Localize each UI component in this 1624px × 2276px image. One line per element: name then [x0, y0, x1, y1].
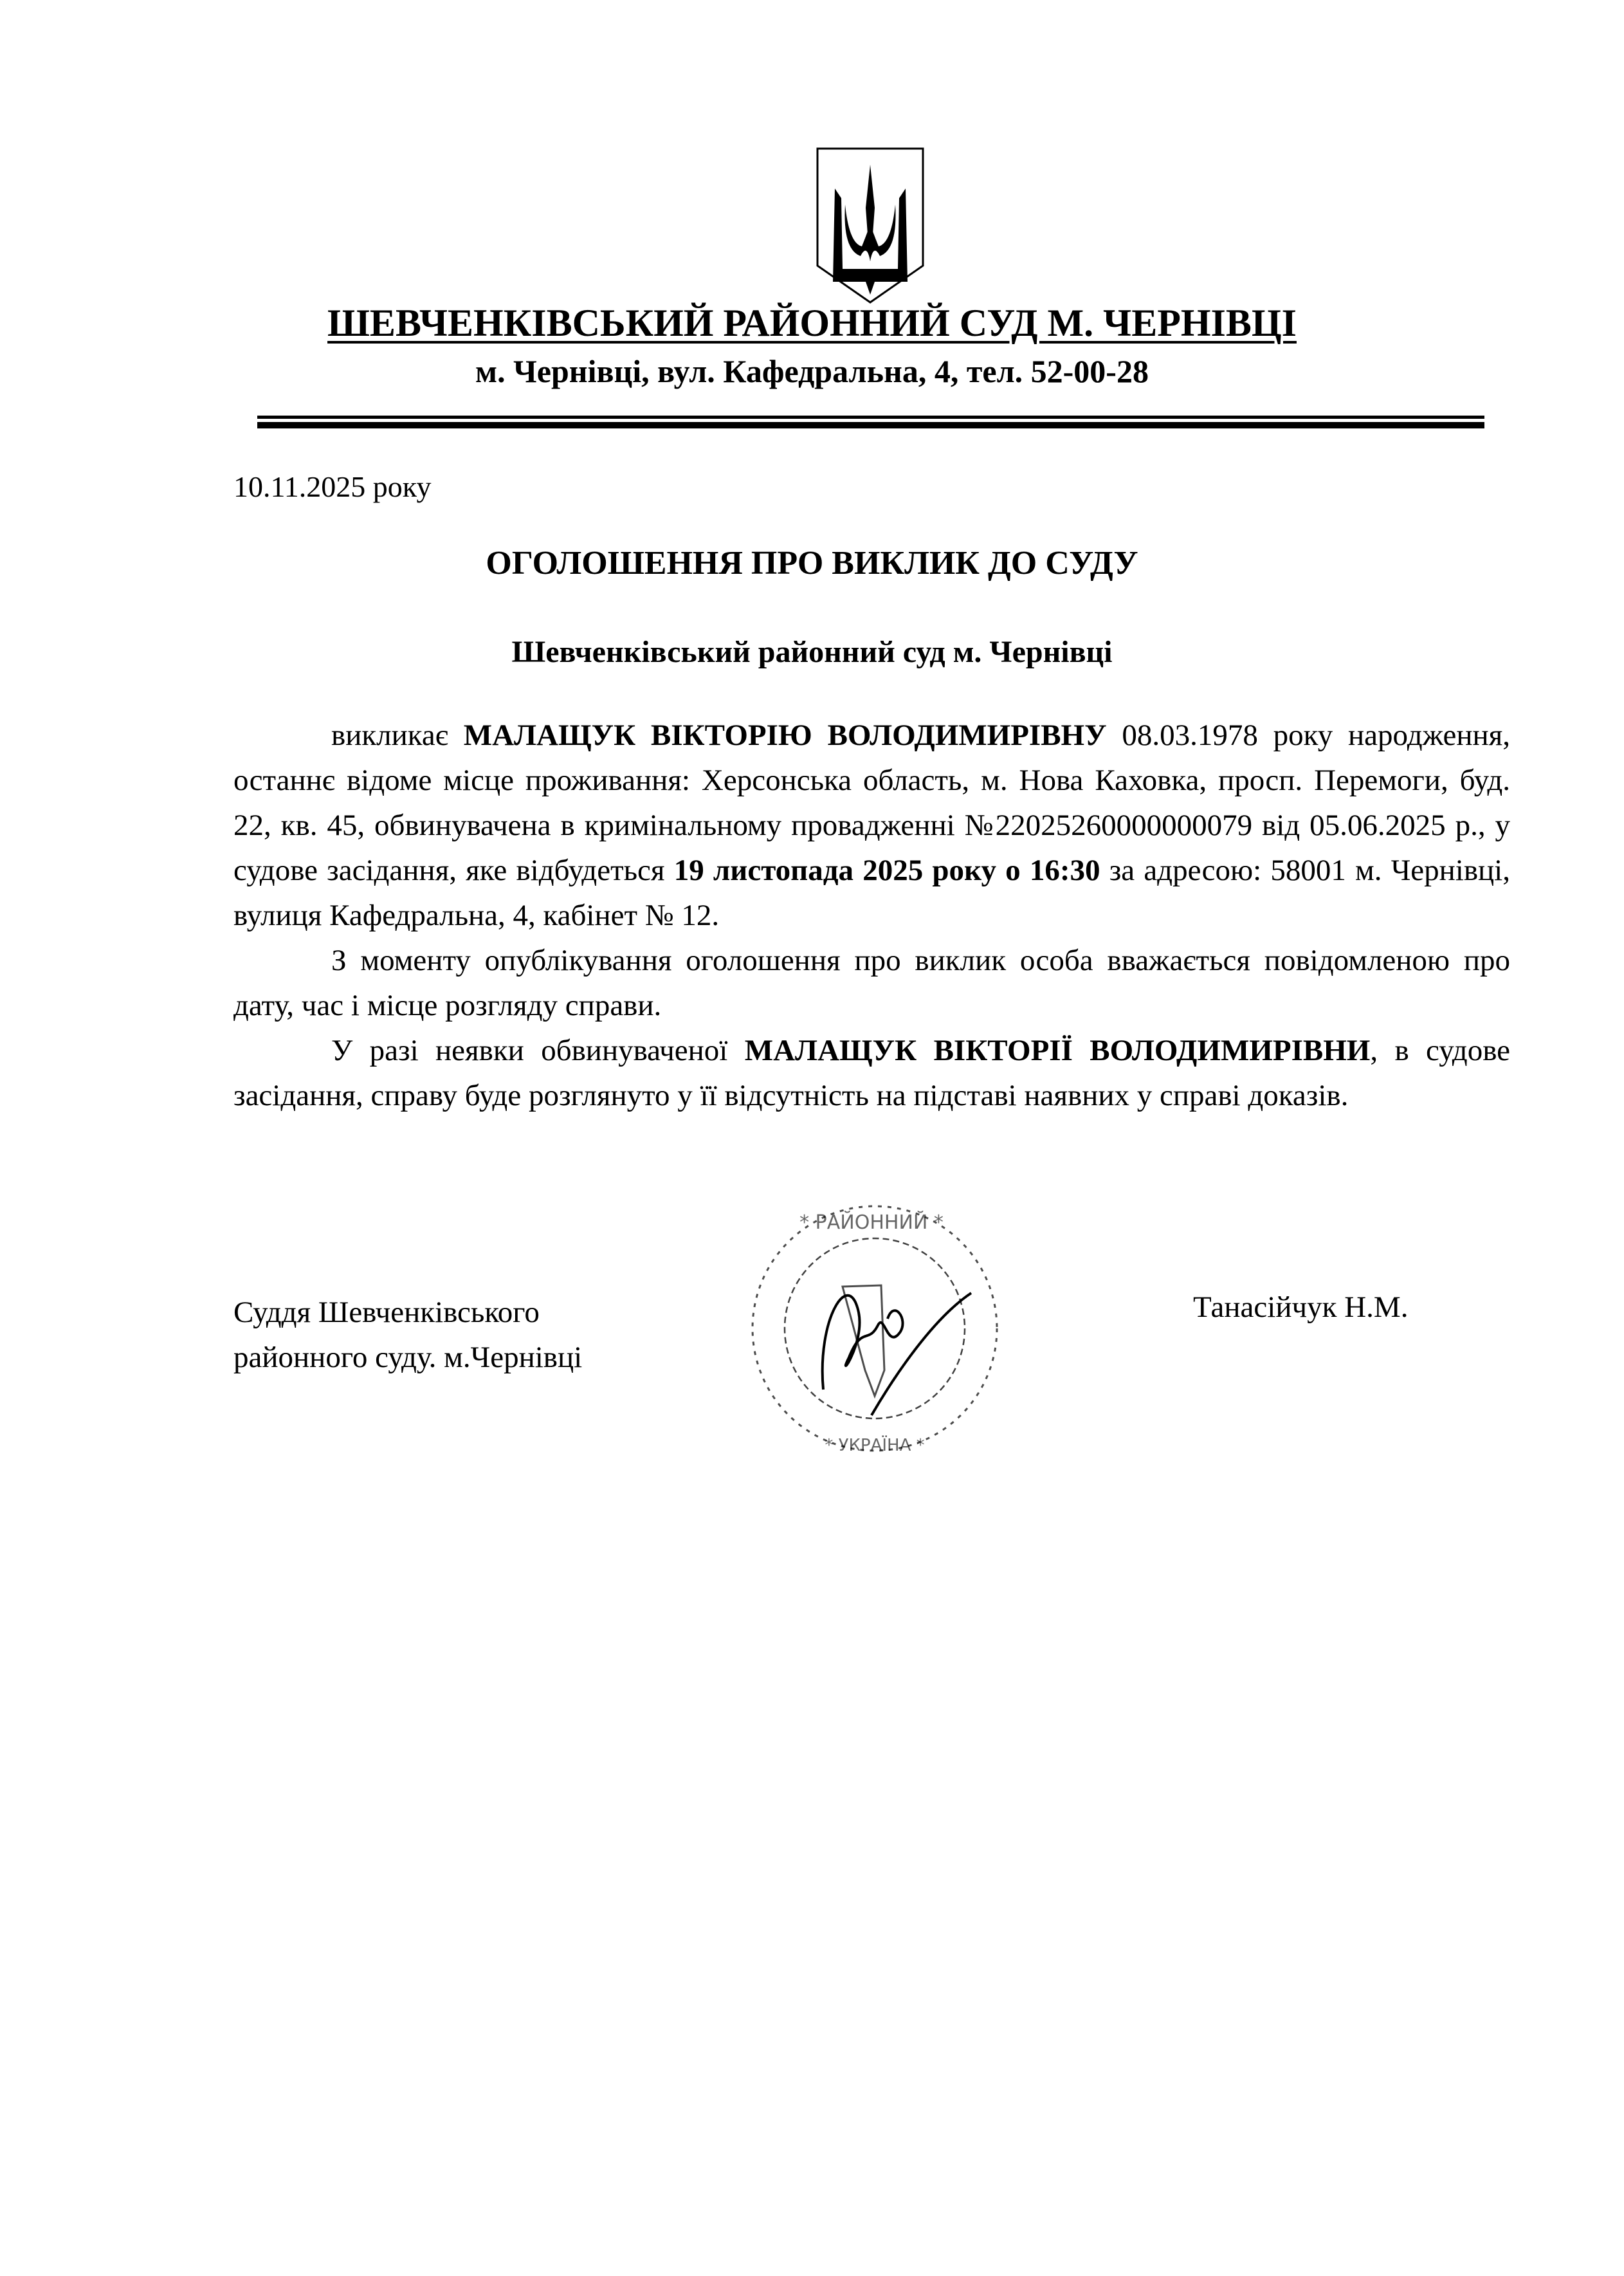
svg-text:* УКРАЇНА *: * УКРАЇНА * — [825, 1436, 925, 1455]
text: У разі неявки обвинуваченої — [331, 1034, 745, 1067]
court-seal-with-signature — [740, 1190, 1010, 1473]
text: за адресою: 58001 м. Чернівці, вулиця Кафедральна, 4, кабінет № 12. — [233, 854, 1510, 932]
text: викликає — [331, 719, 464, 752]
document-date: 10.11.2025 року — [233, 470, 432, 503]
defendant-name: МАЛАЩУК ВІКТОРІЮ ВОЛОДИМИРІВНУ — [463, 719, 1107, 752]
document-body — [233, 713, 1510, 1118]
text: 08.03.1978 року народження, останнє відоме місце проживання: Херсонська область, м. Нова Каховка, просп. Перемоги, буд. 22, кв. 45, обвинувачена в кримінальному провадженні №22025260000000079 від 05.06.2025 р., у судове засідання, яке відбудеться — [233, 719, 1510, 887]
absence-paragraph — [233, 1028, 1510, 1118]
court-name: ШЕВЧЕНКІВСЬКИЙ РАЙОННИЙ СУД М. ЧЕРНІВЦІ — [327, 302, 1297, 344]
judge-name: Танасійчук Н.М. — [1193, 1290, 1409, 1324]
judge-position — [233, 1290, 582, 1380]
court-address: м. Чернівці, вул. Кафедральна, 4, тел. 52-00-28 — [475, 353, 1149, 389]
svg-text:* РАЙОННИЙ *: * РАЙОННИЙ * — [799, 1211, 944, 1234]
hearing-datetime: 19 листопада 2025 року о 16:30 — [673, 854, 1100, 887]
defendant-name: МАЛАЩУК ВІКТОРІЇ ВОЛОДИМИРІВНИ — [744, 1034, 1371, 1067]
position-line: Суддя Шевченківського — [233, 1296, 540, 1329]
document-subtitle: Шевченківський районний суд м. Чернівці — [511, 635, 1113, 669]
document-title: ОГОЛОШЕННЯ ПРО ВИКЛИК ДО СУДУ — [486, 545, 1138, 582]
summons-paragraph — [233, 713, 1510, 938]
court-title — [0, 301, 1624, 345]
text: , в судове засідання, справу буде розглянуто у її відсутність на підставі наявних у справі доказів. — [233, 1034, 1510, 1112]
position-line: районного суду. м.Чернівці — [233, 1341, 583, 1374]
notice-paragraph: З моменту опублікування оголошення про виклик особа вважається повідомленою про дату, час і місце розгляду справи. — [233, 944, 1510, 1022]
coat-of-arms-icon — [816, 147, 925, 304]
header-divider — [257, 416, 1484, 428]
